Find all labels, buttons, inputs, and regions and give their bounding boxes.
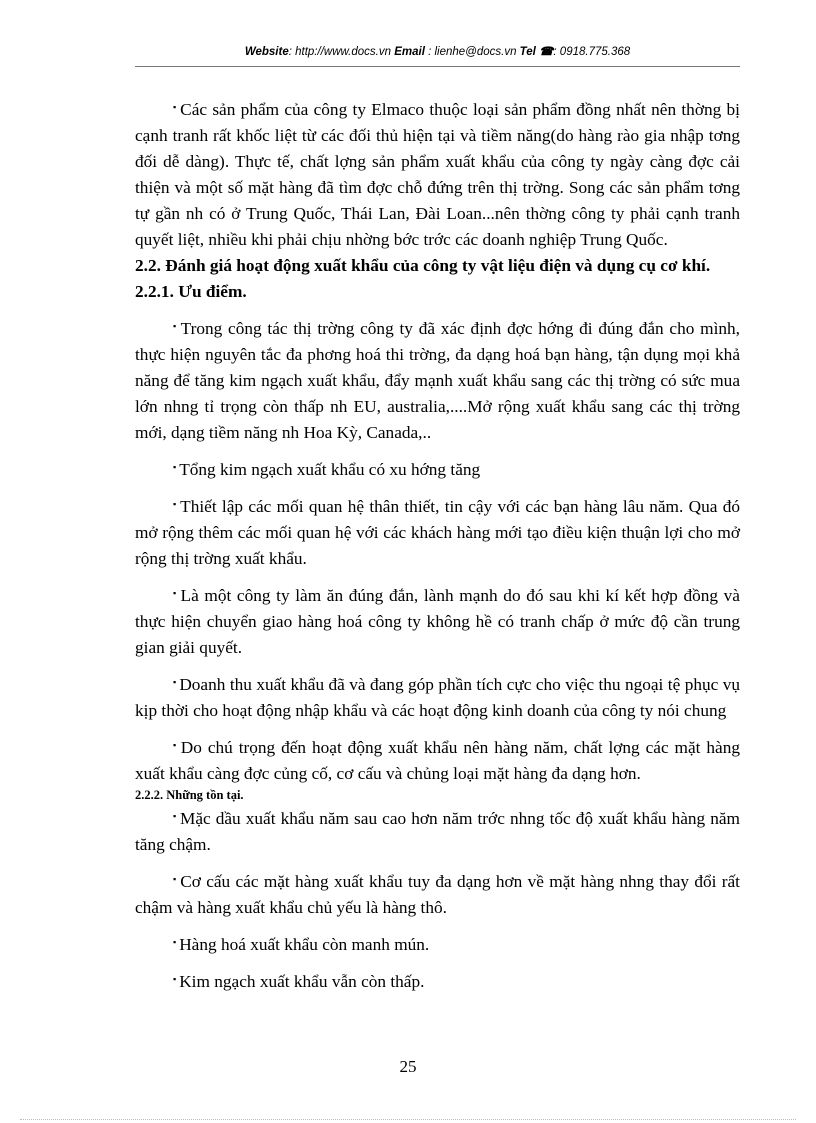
paragraph: ▪ Do chú trọng đến hoạt động xuất khẩu nên hàng năm, chất lợng các mặt hàng xuất khẩu càng đợc củng cố, cơ cấu và chủng loại mặt hàng đa dạng hơn. [135,738,740,783]
bullet-icon: ▪ [173,321,178,331]
phone-icon: ☎ [539,46,554,58]
document-body [135,94,740,995]
paragraph: ▪ Các sản phẩm của công ty Elmaco thuộc loại sản phẩm đồng nhất nên thờng bị cạnh tranh rất khốc liệt từ các đối thủ hiện tại và tiềm năng(do hàng rào gia nhập tơng đối dễ dàng). Thực tế, chất lợng sản phẩm xuất khẩu của công ty ngày càng đợc cải thiện và một số mặt hàng đã tìm đợc chỗ đứng trên thị trờng. Song các sản phẩm tơng tự gần nh có ở Trung Quốc, Thái Lan, Đài Loan...nên thờng công ty phải cạnh tranh quyết liệt, nhiều khi phải chịu nhờng bớc trớc các doanh nghiệp Trung Quốc. [135,100,740,249]
email-label: Email [394,46,425,58]
paragraph: ▪ Cơ cấu các mặt hàng xuất khẩu tuy đa dạng hơn về mặt hàng nhng thay đổi rất chậm và hàng xuất khẩu chủ yếu là hàng thô. [135,872,740,917]
bullet-icon: ▪ [173,677,177,687]
paragraph: ▪ Kim ngạch xuất khẩu vẫn còn thấp. [173,972,425,991]
paragraph: ▪ Thiết lập các mối quan hệ thân thiết, tin cậy với các bạn hàng lâu năm. Qua đó mở rộng thêm các mối quan hệ với các khách hàng mới tạo điều kiện thuận lợi cho mở rộng thị trờng xuất khẩu. [135,497,740,568]
website-label: Website [244,46,289,58]
subsection-heading: 2.2.2. Những tồn tại. [135,788,244,802]
bullet-icon: ▪ [173,462,177,472]
paragraph: ▪ Tổng kim ngạch xuất khẩu có xu hớng tăng [173,460,481,479]
subsection-heading: 2.2.1. Ưu điểm. [135,282,247,301]
bullet-icon: ▪ [173,740,178,750]
page-number: 25 [399,1057,417,1076]
website-url: : http://www.docs.vn [288,46,395,58]
paragraph: ▪ Là một công ty làm ăn đúng đắn, lành mạnh do đó sau khi kí kết hợp đồng và thực hiện chuyển giao hàng hoá công ty không hề có tranh chấp ở mức độ cần trung gian giải quyết. [135,586,740,657]
header-divider [135,66,740,67]
tel-label: Tel [519,46,536,58]
bullet-icon: ▪ [173,102,178,112]
bullet-icon: ▪ [173,499,178,509]
bullet-icon: ▪ [173,937,177,947]
bullet-icon: ▪ [173,874,178,884]
tel-number: : 0918.775.368 [553,46,631,58]
paragraph: ▪ Trong công tác thị trờng công ty đã xác định đợc hớng đi đúng đắn cho mình, thực hiện nguyên tắc đa phơng hoá thi trờng, đa dạng hoá bạn hàng, tận dụng mọi khả năng để tăng kim ngạch xuất khẩu, đẩy mạnh xuất khẩu sang các thị trờng có sức mua lớn nhng tỉ trọng còn thấp nh EU, australia,....Mở rộng xuất khẩu sang các thị trờng mới, dạng tiềm năng nh Hoa Kỳ, Canada,.. [135,319,740,442]
paragraph: ▪ Doanh thu xuất khẩu đã và đang góp phần tích cực cho việc thu ngoại tệ phục vụ kịp thời cho hoạt động nhập khẩu và các hoạt động kinh doanh của công ty nói chung [135,675,740,720]
paragraph: ▪ Mặc dầu xuất khẩu năm sau cao hơn năm trớc nhng tốc độ xuất khẩu hàng năm tăng chậm. [135,809,740,854]
section-heading: 2.2. Đánh giá hoạt động xuất khẩu của công ty vật liệu điện và dụng cụ cơ khí. [135,256,711,275]
email-address: : lienhe@docs.vn [424,46,520,58]
bullet-icon: ▪ [173,588,178,598]
bullet-icon: ▪ [173,811,177,821]
paragraph: ▪ Hàng hoá xuất khẩu còn manh mún. [173,935,430,954]
page-border [20,1119,796,1120]
bullet-icon: ▪ [173,974,177,984]
page-header [135,44,740,58]
